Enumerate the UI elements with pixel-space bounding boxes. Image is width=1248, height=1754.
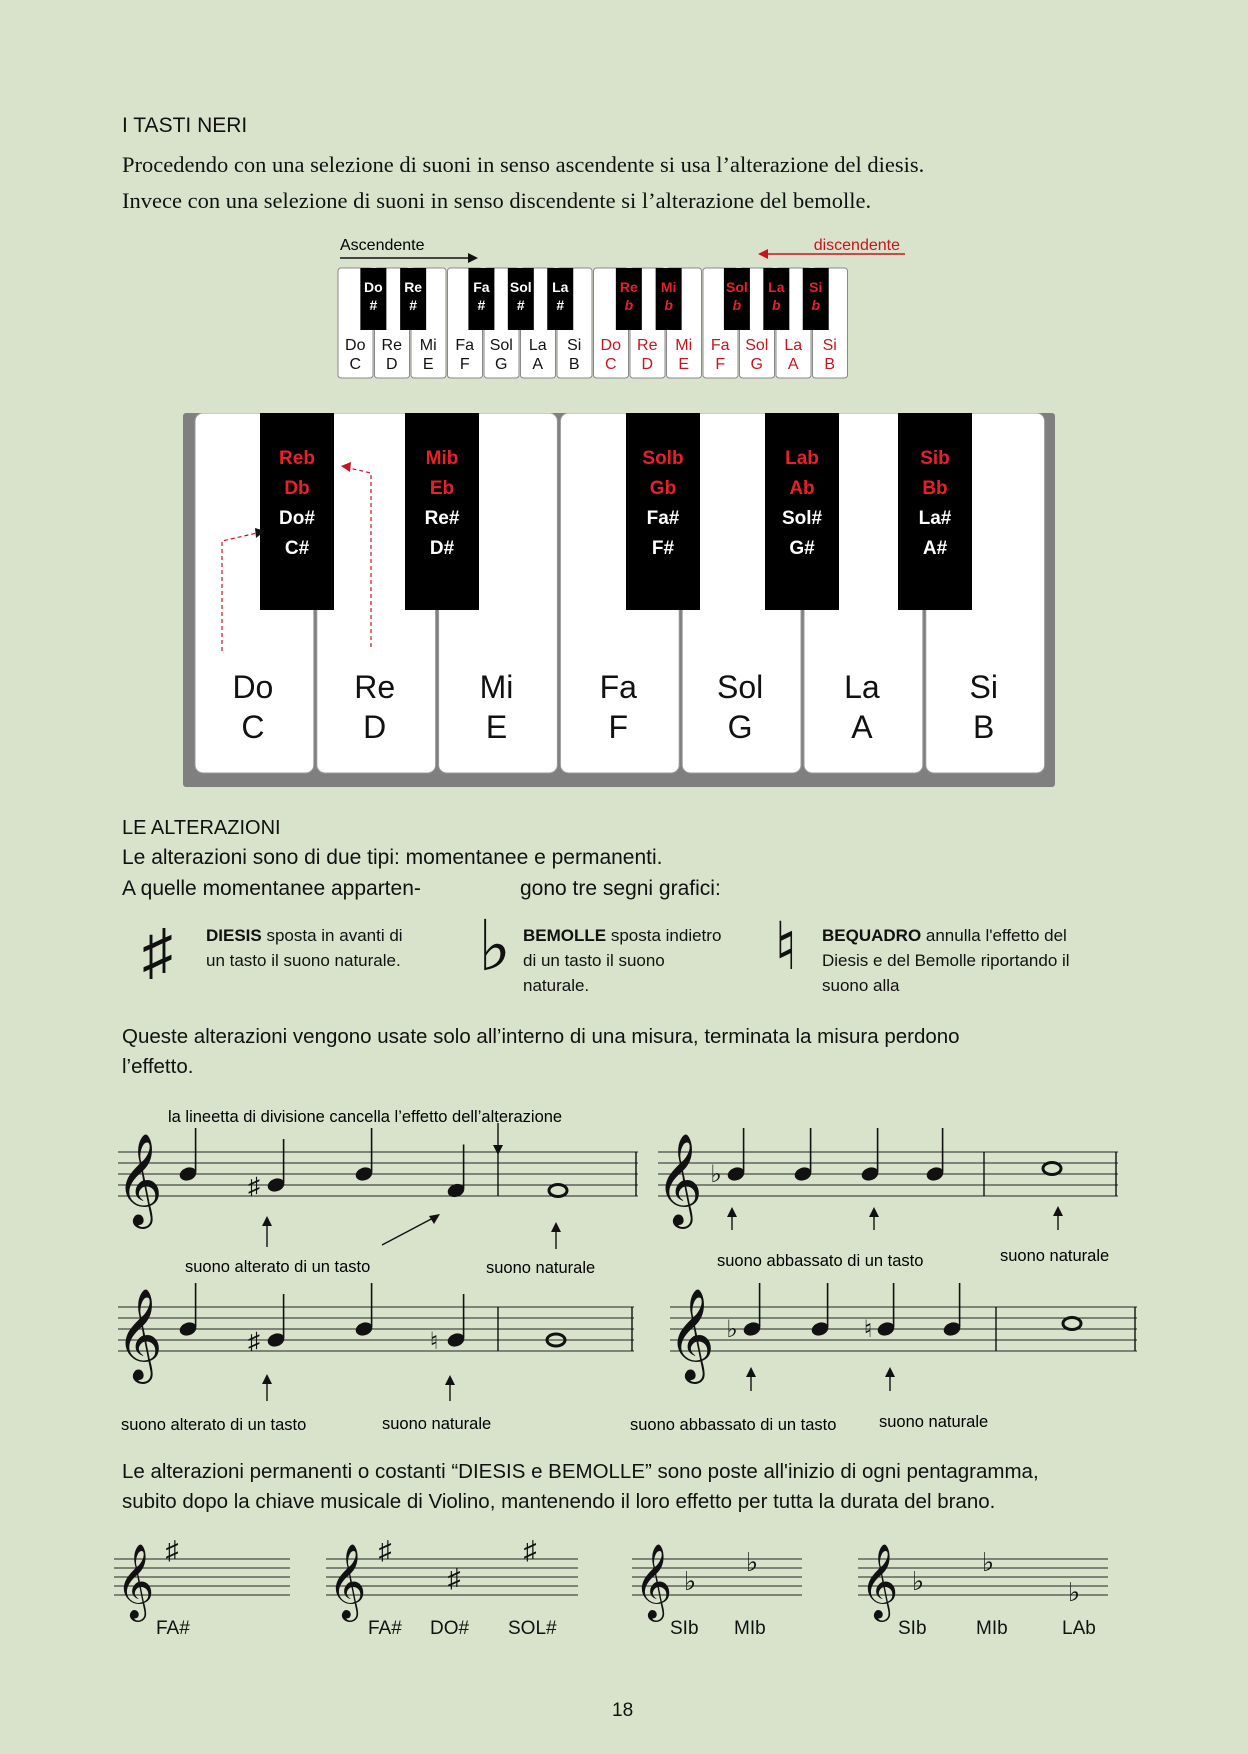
white-key-label-en: E	[485, 709, 508, 745]
white-key-label-it: Sol	[716, 669, 764, 705]
large-keyboard-diagram	[183, 413, 1055, 787]
small-black-key-accidental: b	[732, 297, 742, 313]
sharp-icon: ♯	[378, 1535, 392, 1565]
small-white-key-label-it: Fa	[710, 337, 730, 354]
natural-text-1: annulla l'effetto del	[921, 926, 1067, 945]
small-black-key-accidental: b	[664, 297, 673, 313]
label-natural-1: suono naturale	[486, 1259, 596, 1277]
pointer-arrowhead	[885, 1367, 895, 1377]
sharp-icon: ♯	[165, 1535, 179, 1565]
small-white-key-label-it: Fa	[455, 337, 475, 354]
flat-description	[523, 923, 721, 998]
small-black-key-name: La	[768, 279, 785, 295]
alterations-line-2a: A quelle momentanee apparten-	[122, 877, 421, 900]
intro-line-2: Invece con una selezione di suoni in senso discendente si l’alterazione del bemolle.	[122, 188, 872, 213]
small-black-key-accidental: #	[369, 297, 378, 313]
sharp-text-1: sposta in avanti di	[261, 926, 403, 945]
black-key-label: C#	[284, 538, 310, 559]
white-key-label-en: D	[363, 709, 387, 745]
key-signature-label: SIb	[898, 1618, 927, 1639]
treble-clef-icon: 𝄞	[634, 1544, 673, 1618]
small-white-key-label-en: A	[532, 356, 544, 373]
treble-clef-icon: 𝄞	[116, 1544, 155, 1618]
flat-text-2: di un tasto il suono	[523, 951, 665, 970]
whole-note	[549, 1185, 567, 1197]
section-title-black-keys: I TASTI NERI	[122, 114, 248, 137]
small-black-key-name: Fa	[473, 279, 490, 295]
white-key-label-it: Re	[354, 669, 396, 705]
small-black-key-name: La	[552, 279, 569, 295]
key-signature-label: MIb	[976, 1618, 1008, 1639]
white-key-label-en: F	[608, 709, 629, 745]
key-signature-examples	[100, 1530, 1148, 1655]
natural-icon: ♮	[429, 1328, 439, 1355]
small-black-key-accidental: b	[772, 297, 781, 313]
flat-icon: ♭	[1067, 1577, 1081, 1607]
small-white-key-label-it: Mi	[419, 337, 437, 354]
ascending-label: Ascendente	[340, 237, 425, 254]
pointer-arrowhead	[727, 1207, 737, 1217]
label-lowered-1: suono abbassato di un tasto	[717, 1252, 924, 1270]
pointer-arrowhead	[746, 1367, 756, 1377]
sharp-icon: ♯	[447, 1563, 461, 1593]
flat-icon: ♭	[683, 1566, 697, 1596]
small-keyboard-diagram	[330, 228, 910, 393]
black-key-label: Ab	[789, 478, 815, 499]
small-white-key-label-en: G	[750, 356, 763, 373]
key-signature-label: FA#	[156, 1618, 190, 1639]
small-black-key-accidental: #	[409, 297, 418, 313]
black-key-label: A#	[922, 538, 948, 559]
natural-icon: ♮	[863, 1316, 873, 1343]
natural-term: BEQUADRO	[822, 926, 922, 945]
sharp-icon: ♯	[142, 919, 173, 987]
small-white-key-label-it: Si	[567, 337, 582, 354]
label-natural-3: suono naturale	[382, 1415, 492, 1433]
small-white-key-label-it: Do	[345, 337, 366, 354]
small-white-key-label-it: Do	[600, 337, 621, 354]
alterations-line-2b: gono tre segni grafici:	[520, 877, 721, 900]
small-white-key-label-en: G	[495, 356, 508, 373]
key-signature-staves	[114, 1535, 1108, 1639]
key-signature-label: LAb	[1062, 1618, 1096, 1639]
small-white-key-label-it: Re	[381, 337, 402, 354]
flat-icon: ♭	[911, 1566, 925, 1596]
small-white-key-label-en: B	[568, 356, 580, 373]
treble-clef-icon: 𝄞	[668, 1288, 715, 1378]
white-key-label-it: La	[844, 669, 880, 705]
small-white-key-label-it: Re	[637, 337, 658, 354]
small-black-key-name: Re	[619, 279, 638, 295]
small-white-key-label-en: F	[715, 356, 726, 373]
permanent-line-2: subito dopo la chiave musicale di Violino, mantenendo il loro effetto per tutta la durata del brano.	[122, 1490, 996, 1513]
page-number: 18	[612, 1700, 634, 1721]
white-key-label-en: B	[973, 709, 995, 745]
black-key-label: Solb	[642, 448, 684, 469]
black-key-label: Gb	[649, 478, 677, 499]
small-white-key-label-it: La	[784, 337, 803, 354]
small-black-key-accidental: b	[811, 297, 821, 313]
black-key-label: D#	[429, 538, 455, 559]
intro-line-1: Procedendo con una selezione di suoni in senso ascendente si usa l’alterazione del diesis.	[122, 152, 925, 177]
pointer-arrowhead	[262, 1374, 272, 1384]
small-black-key-accidental: b	[624, 297, 634, 313]
natural-text-2: Diesis e del Bemolle riportando il	[822, 951, 1070, 970]
key-signature-label: SOL#	[508, 1618, 557, 1639]
black-key-label: Fa#	[646, 508, 680, 529]
white-key-label-it: Do	[232, 669, 274, 705]
small-white-key-label-en: D	[385, 356, 398, 373]
small-black-key-name: Mi	[660, 279, 677, 295]
pointer-arrowhead	[1053, 1206, 1063, 1216]
pointer-arrowhead	[551, 1222, 561, 1232]
white-key-label-en: A	[851, 709, 873, 745]
label-altered-2: suono alterato di un tasto	[121, 1416, 307, 1434]
treble-clef-icon: 𝄞	[328, 1544, 367, 1618]
black-key-label: Eb	[429, 478, 455, 499]
pointer-arrowhead	[445, 1375, 455, 1385]
sharp-term: DIESIS	[206, 926, 262, 945]
black-key-label: Re#	[424, 508, 460, 529]
small-white-key-label-en: E	[422, 356, 434, 373]
black-key-label: Sib	[920, 448, 950, 469]
small-white-key-label-it: Mi	[675, 337, 693, 354]
key-signature-label: SIb	[670, 1618, 699, 1639]
small-white-key-label-it: Si	[822, 337, 837, 354]
flat-text-1: sposta indietro	[606, 926, 722, 945]
small-black-key-name: Sol	[509, 279, 532, 295]
small-white-key-label-en: B	[824, 356, 836, 373]
pointer-arrow	[382, 1217, 435, 1245]
black-key-label: Mib	[425, 448, 459, 469]
small-white-key-label-en: F	[459, 356, 470, 373]
small-white-key-label-en: A	[787, 356, 799, 373]
white-key-label-it: Fa	[599, 669, 637, 705]
flat-icon: ♭	[726, 1316, 738, 1343]
alterations-line-1: Le alterazioni sono di due tipi: momentanee e permanenti.	[122, 846, 663, 869]
small-black-key-accidental: #	[477, 297, 486, 313]
barline-note: la lineetta di divisione cancella l’effetto dell’alterazione	[168, 1108, 563, 1126]
treble-clef-icon: 𝄞	[116, 1288, 163, 1378]
black-key-label: F#	[651, 538, 675, 559]
treble-clef-icon: 𝄞	[860, 1544, 899, 1618]
label-natural-2: suono naturale	[1000, 1247, 1110, 1265]
small-black-key-name: Re	[404, 279, 423, 295]
treble-clef-icon: 𝄞	[656, 1133, 703, 1223]
small-white-key-label-en: C	[349, 356, 362, 373]
small-white-key-label-en: E	[678, 356, 690, 373]
white-key-label-it: Mi	[479, 669, 514, 705]
white-key-label-en: G	[727, 709, 753, 745]
flat-icon: ♭	[710, 1161, 722, 1188]
small-black-key-accidental: #	[516, 297, 525, 313]
small-white-key-label-it: Sol	[489, 337, 513, 354]
white-key-label-it: Si	[969, 669, 998, 705]
sharp-icon: ♯	[523, 1535, 537, 1565]
small-white-key-label-it: La	[528, 337, 547, 354]
white-key-label-en: C	[241, 709, 265, 745]
key-signature-label: FA#	[368, 1618, 402, 1639]
descending-label: discendente	[813, 237, 900, 254]
small-white-key-label-en: D	[641, 356, 654, 373]
whole-note	[1063, 1318, 1081, 1330]
flat-icon: ♭	[981, 1547, 995, 1577]
sharp-description	[206, 923, 403, 973]
measure-text-line-2: l’effetto.	[122, 1055, 194, 1078]
label-lowered-2: suono abbassato di un tasto	[630, 1416, 837, 1434]
key-signature-label: DO#	[430, 1618, 470, 1639]
small-black-key-name: Sol	[726, 279, 748, 295]
key-signature-label: MIb	[734, 1618, 766, 1639]
small-black-key-name: Do	[364, 279, 383, 295]
natural-icon: ♮	[774, 911, 798, 984]
pointer-arrowhead	[869, 1207, 879, 1217]
flat-term: BEMOLLE	[523, 926, 607, 945]
black-key-label: Bb	[922, 478, 948, 499]
section-title-alterations: LE ALTERAZIONI	[122, 817, 281, 839]
sharp-text-2: un tasto il suono naturale.	[206, 951, 401, 970]
black-key-label: Db	[284, 478, 310, 499]
treble-clef-icon: 𝄞	[116, 1133, 163, 1223]
black-key-label: G#	[789, 538, 815, 559]
descending-arrowhead	[758, 249, 768, 259]
black-key-label: Lab	[785, 448, 819, 469]
sharp-icon: ♯	[248, 1173, 260, 1200]
natural-text-3: suono alla	[822, 976, 900, 995]
flat-icon: ♭	[478, 909, 512, 986]
black-key-label: Reb	[279, 448, 315, 469]
permanent-line-1: Le alterazioni permanenti o costanti “DIESIS e BEMOLLE” sono poste all'inizio di ogni pentagramma,	[122, 1460, 1039, 1483]
black-key-label: Do#	[279, 508, 315, 529]
small-black-key-name: Si	[809, 279, 823, 295]
small-white-key-label-it: Sol	[745, 337, 769, 354]
measure-text-line-1: Queste alterazioni vengono usate solo all’interno di una misura, terminata la misura perdono	[122, 1025, 960, 1048]
small-black-key-accidental: #	[556, 297, 565, 313]
pointer-arrowhead	[262, 1216, 272, 1226]
label-natural-4: suono naturale	[879, 1413, 989, 1431]
black-key-label: Sol#	[781, 508, 823, 529]
natural-description	[822, 923, 1070, 998]
ascending-arrowhead	[468, 253, 478, 263]
flat-text-3: naturale.	[523, 976, 590, 995]
black-key-label: La#	[918, 508, 952, 529]
whole-note	[1043, 1163, 1061, 1175]
small-white-key-label-en: C	[604, 356, 617, 373]
label-altered-1: suono alterato di un tasto	[185, 1258, 371, 1276]
sharp-icon: ♯	[248, 1328, 260, 1355]
staff-examples	[100, 1095, 1148, 1445]
flat-icon: ♭	[745, 1547, 759, 1577]
